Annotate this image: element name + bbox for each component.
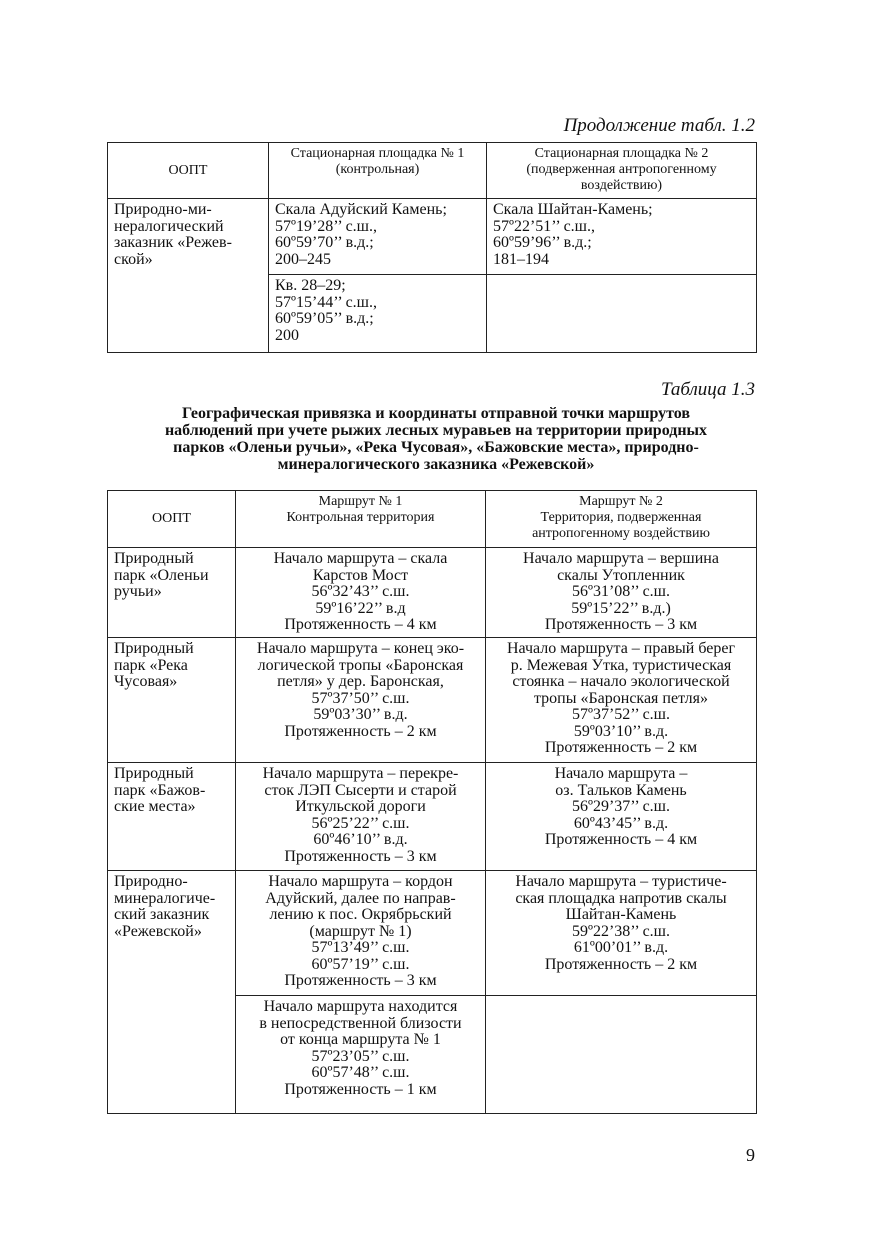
- table-1-2-oopt-cell: Природно-ми- нералогический заказник «Режев- ской»: [108, 199, 269, 353]
- table-1-2-header-site2: Стационарная площадка № 2 (подверженная антропогенному воздействию): [487, 143, 757, 199]
- table-row: [108, 871, 757, 996]
- table-row: [108, 548, 757, 638]
- table-1-2-header-oopt: ООПТ: [108, 143, 269, 199]
- table-1-2-header-site1: Стационарная площадка № 1 (контрольная): [269, 143, 487, 199]
- oopt-cell: Природно- минералогиче- ский заказник «Режевской»: [108, 871, 236, 1114]
- oopt-cell: Природный парк «Река Чусовая»: [108, 638, 236, 763]
- route1-cell: Начало маршрута – конец эко- логической тропы «Баронская петля» у дер. Баронская, 57º37’50’’ с.ш. 59º03’30’’ в.д. Протяженность – 2 км: [236, 638, 486, 763]
- table-1-2-site2-cell: Скала Шайтан-Камень; 57º22’51’’ с.ш., 60º59’96’’ в.д.; 181–194: [487, 199, 757, 275]
- table-1-3-caption: Таблица 1.3: [661, 379, 755, 400]
- oopt-cell: Природный парк «Оленьи ручьи»: [108, 548, 236, 638]
- table-1-3-title: Географическая привязка и координаты отправной точки маршрутов наблюдений при учете рыжих лесных муравьев на территории природных парков «Оленьи ручьи», «Река Чусовая», «Бажовские места», природно- минералогического заказника «Режевской»: [164, 405, 708, 473]
- route2-empty-cell: [486, 996, 757, 1114]
- table-1-2-site1-second-cell: Кв. 28–29; 57º15’44’’ с.ш., 60º59’05’’ в.д.; 200: [269, 275, 487, 353]
- route2-cell: Начало маршрута – туристиче- ская площадка напротив скалы Шайтан-Камень 59º22’38’’ с.ш. 61º00’01’’ в.д. Протяженность – 2 км: [486, 871, 757, 996]
- route2-cell: Начало маршрута – вершина скалы Утопленник 56º31’08’’ с.ш. 59º15’22’’ в.д.) Протяженность – 3 км: [486, 548, 757, 638]
- table-row: [108, 638, 757, 763]
- table-1-2: [107, 142, 757, 353]
- route1-cell: Начало маршрута – скала Карстов Мост 56º32’43’’ с.ш. 59º16’22’’ в.д Протяженность – 4 км: [236, 548, 486, 638]
- table-1-3: [107, 490, 757, 1114]
- table-1-3-header-oopt: ООПТ: [108, 491, 236, 548]
- oopt-cell: Природный парк «Бажов- ские места»: [108, 763, 236, 871]
- page-number: 9: [746, 1145, 755, 1165]
- route2-cell: Начало маршрута – правый берег р. Межевая Утка, туристическая стоянка – начало экологической тропы «Баронская петля» 57º37’52’’ с.ш. 59º03’10’’ в.д. Протяженность – 2 км: [486, 638, 757, 763]
- table-1-2-site1-cell: Скала Адуйский Камень; 57º19’28’’ с.ш., 60º59’70’’ в.д.; 200–245: [269, 199, 487, 275]
- table-1-3-header-route1: Маршрут № 1 Контрольная территория: [236, 491, 486, 548]
- route2-cell: Начало маршрута – оз. Тальков Камень 56º29’37’’ с.ш. 60º43’45’’ в.д. Протяженность – 4 км: [486, 763, 757, 871]
- table-1-2-empty-cell: [487, 275, 757, 353]
- route1-cell: Начало маршрута – перекре- сток ЛЭП Сысерти и старой Иткульской дороги 56º25’22’’ с.ш. 60º46’10’’ в.д. Протяженность – 3 км: [236, 763, 486, 871]
- table-1-3-header-route2: Маршрут № 2 Территория, подверженная антропогенному воздействию: [486, 491, 757, 548]
- table-1-2-caption: Продолжение табл. 1.2: [563, 115, 755, 136]
- route1-cell: Начало маршрута находится в непосредственной близости от конца маршрута № 1 57º23’05’’ с.ш. 60º57’48’’ с.ш. Протяженность – 1 км: [236, 996, 486, 1114]
- table-row: [108, 763, 757, 871]
- route1-cell: Начало маршрута – кордон Адуйский, далее по направ- лению к пос. Окрябрьский (маршрут № 1) 57º13’49’’ с.ш. 60º57’19’’ с.ш. Протяженность – 3 км: [236, 871, 486, 996]
